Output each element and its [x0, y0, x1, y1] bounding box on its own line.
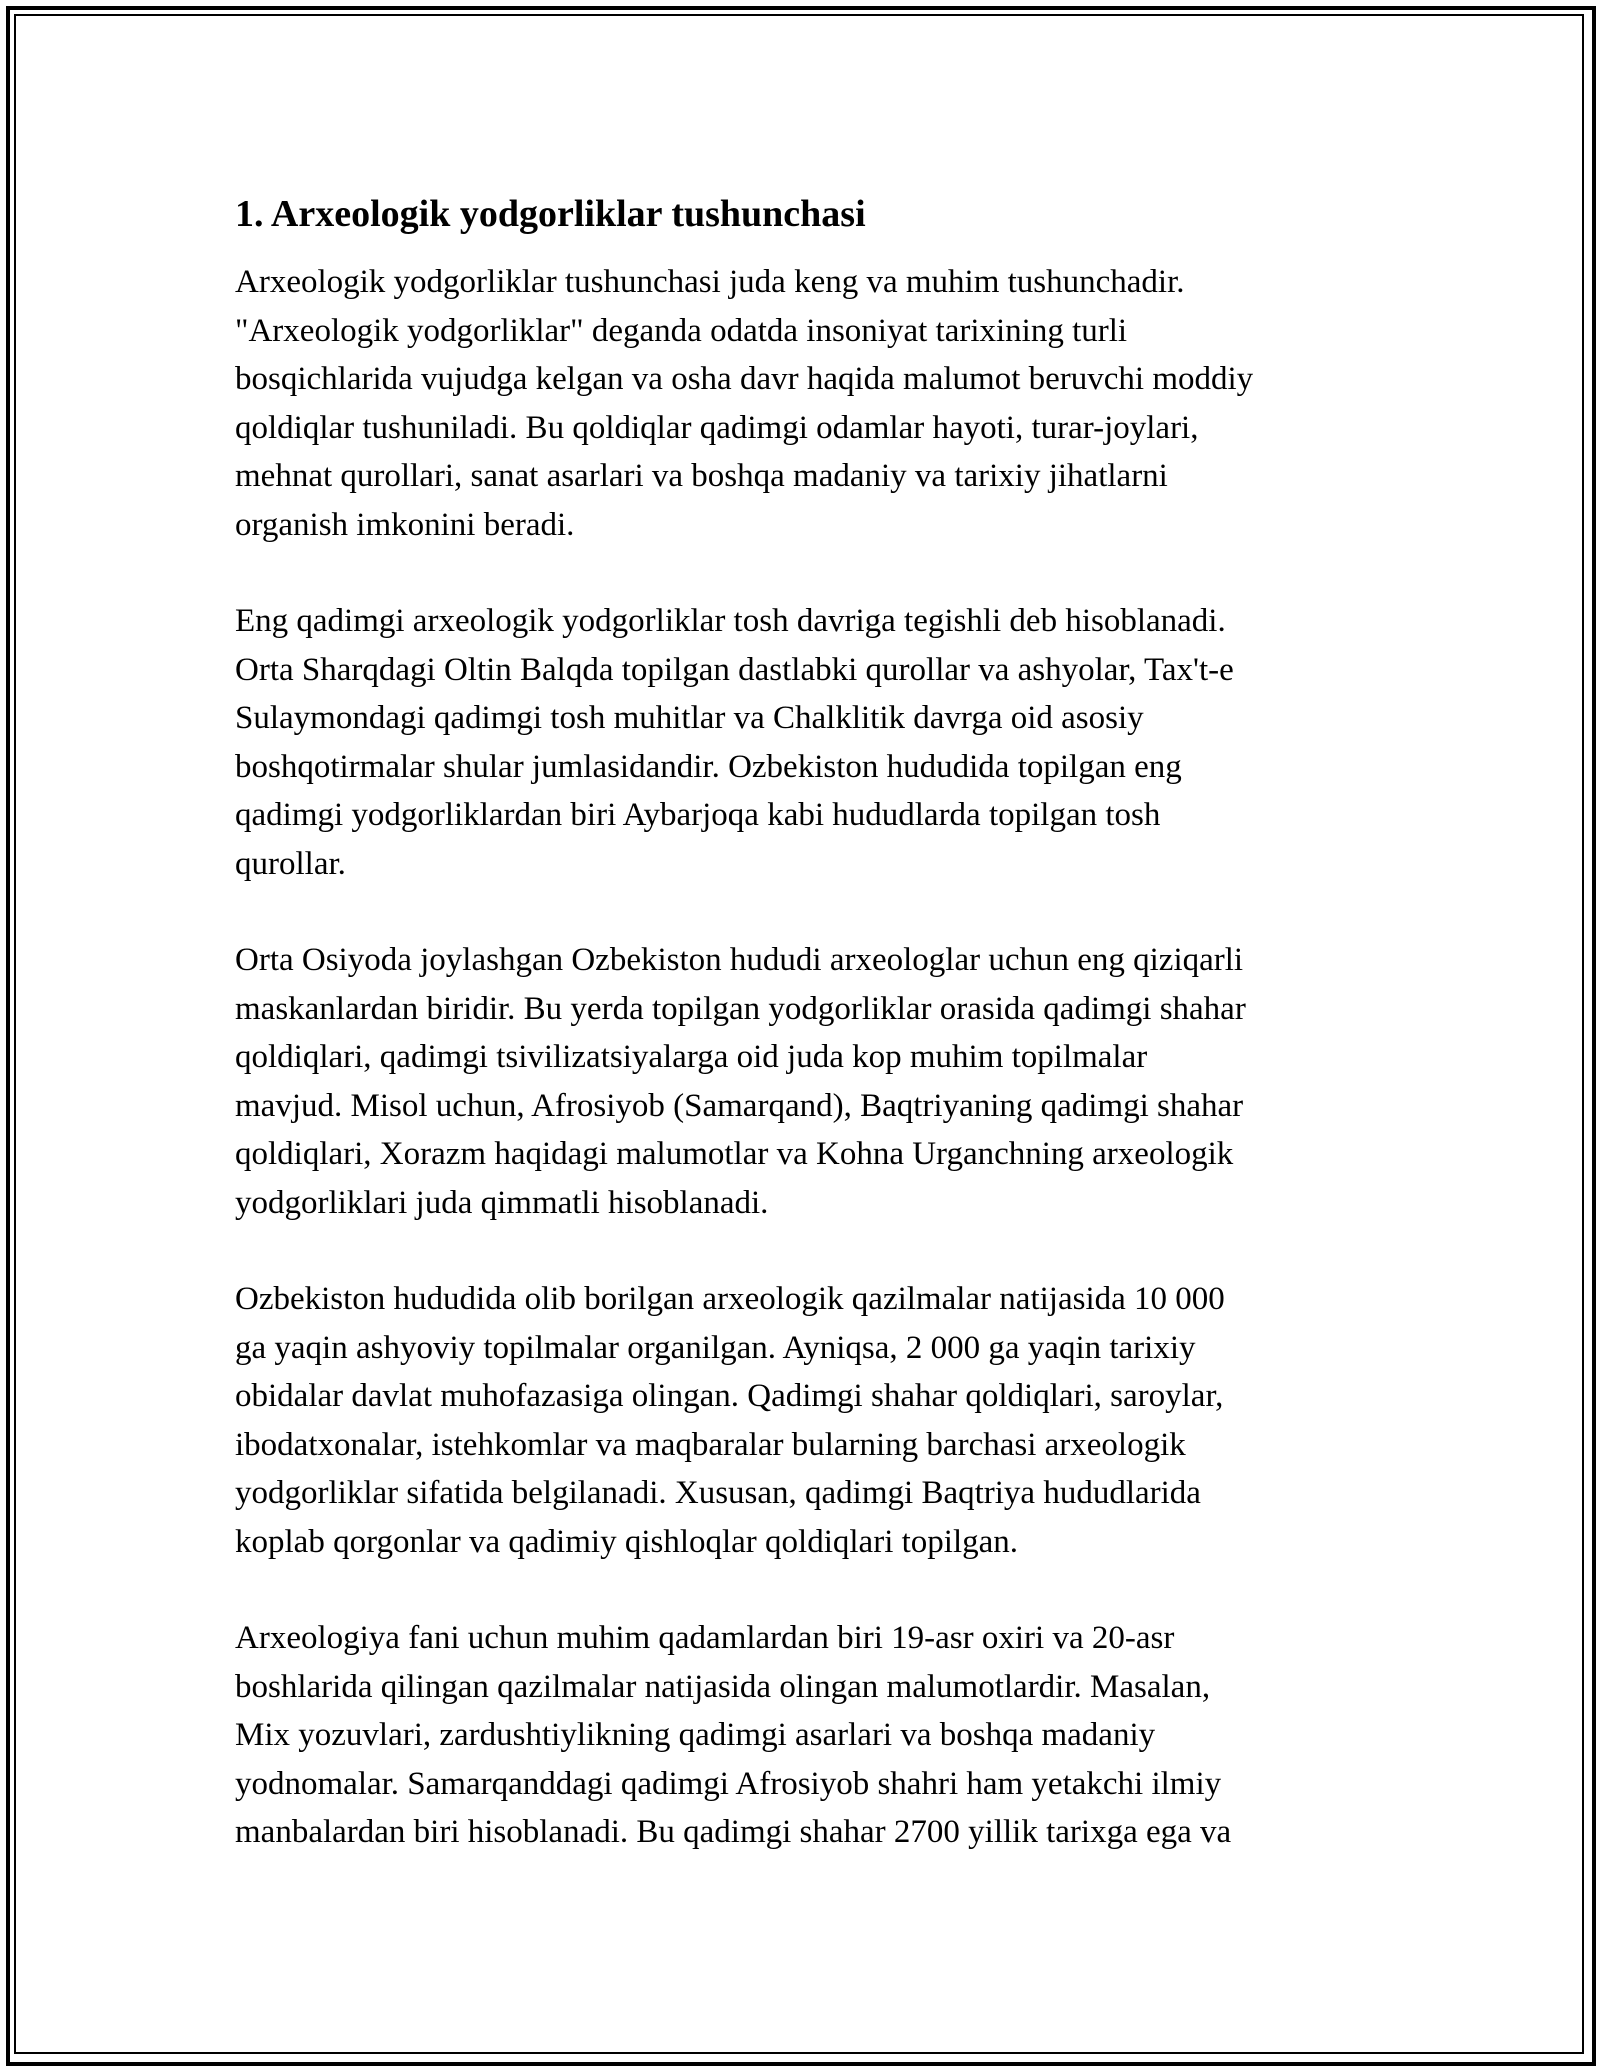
paragraph-1: Arxeologik yodgorliklar tushunchasi juda keng va muhim tushunchadir. "Arxeologik yodgorliklar" deganda odatda insoniyat tarixining turli bosqichlarida vujudga kelgan va osha davr haqida malumot beruvchi moddiy qoldiqlar tushuniladi. Bu qoldiqlar qadimgi odamlar hayoti, turar-joylari, mehnat qurollari, sanat asarlari va boshqa madaniy va tarixiy jihatlarni organish imkonini beradi.: [235, 264, 1254, 543]
paragraph-2: Eng qadimgi arxeologik yodgorliklar tosh davriga tegishli deb hisoblanadi. Orta Sharqdagi Oltin Balqda topilgan dastlabki qurollar va ashyolar, Tax't-e Sulaymondagi qadimgi tosh muhitlar va Chalklitik davrga oid asosiy boshqotirmalar shular jumlasidandir. Ozbekiston hududida topilgan eng qadimgi yodgorliklardan biri Aybarjoqa kabi hududlarda topilgan tosh qurollar.: [235, 603, 1234, 882]
paragraph-3: Orta Osiyoda joylashgan Ozbekiston hududi arxeologlar uchun eng qiziqarli maskanlardan biridir. Bu yerda topilgan yodgorliklar orasida qadimgi shahar qoldiqlari, qadimgi tsivilizatsiyalarga oid juda kop muhim topilmalar mavjud. Misol uchun, Afrosiyob (Samarqand), Baqtriyaning qadimgi shahar qoldiqlari, Xorazm haqidagi malumotlar va Kohna Urganchning arxeologik yodgorliklari juda qimmatli hisoblanadi.: [235, 942, 1246, 1221]
document-body: [235, 182, 1370, 1857]
paragraph-5: Arxeologiya fani uchun muhim qadamlardan biri 19-asr oxiri va 20-asr boshlarida qilingan qazilmalar natijasida olingan malumotlardir. Masalan, Mix yozuvlari, zardushtiylikning qadimgi asarlari va boshqa madaniy yodnomalar. Samarqanddagi qadimgi Afrosiyob shahri ham yetakchi ilmiy manbalardan biri hisoblanadi. Bu qadimgi shahar 2700 yillik tarixga ega va: [235, 1620, 1232, 1850]
section-heading: 1. Arxeologik yodgorliklar tushunchasi: [235, 193, 866, 235]
paragraph-4: Ozbekiston hududida olib borilgan arxeologik qazilmalar natijasida 10 000 ga yaqin ashyoviy topilmalar organilgan. Ayniqsa, 2 000 ga yaqin tarixiy obidalar davlat muhofazasiga olingan. Qadimgi shahar qoldiqlari, saroylar, ibodatxonalar, istehkomlar va maqbaralar bularning barchasi arxeologik yodgorliklar sifatida belgilanadi. Xususan, qadimgi Baqtriya hududlarida koplab qorgonlar va qadimiy qishloqlar qoldiqlari topilgan.: [235, 1281, 1225, 1560]
